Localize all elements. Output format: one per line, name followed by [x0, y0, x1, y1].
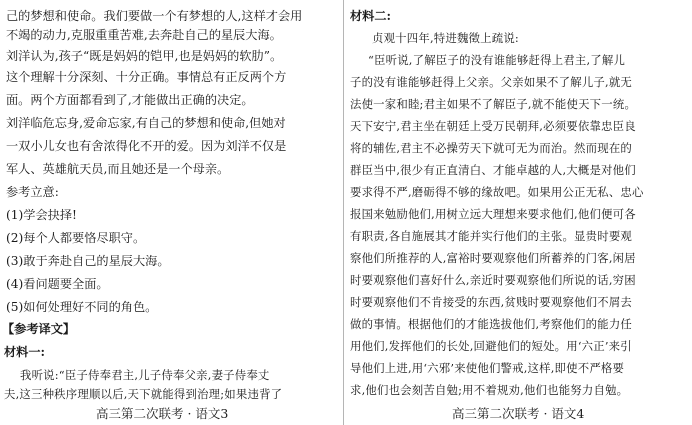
material-title: 材料一:	[4, 345, 46, 359]
text-line: 军人、英雄航天员,而且她还是一个母亲。	[6, 162, 230, 176]
text-line: 要求得不严,磨砺得不够的缘故吧。如果用公正无私、忠心	[350, 185, 644, 199]
text-line: 刘洋认为,孩子“既是妈妈的铠甲,也是妈妈的软肋”。	[6, 49, 283, 63]
list-item: (2)每个人都要恪尽职守。	[6, 231, 146, 245]
list-item: (1)学会抉择!	[6, 208, 77, 222]
text-line: “臣听说,了解臣子的没有谁能够赶得上君主,了解儿	[368, 53, 626, 67]
text-line: 法使一家和睦;君主如果不了解臣子,就不能使天下一统。	[350, 97, 637, 111]
text-line: 时要观察他们喜好什么,亲近时要观察他们所说的话,穷困	[350, 273, 636, 287]
text-line: 有职责,各自施展其才能并实行他们的主张。显贵时要观	[350, 229, 632, 243]
text-line: 夫,这三种秩序理顺以后,天下就能得到治理;如果违背了	[4, 387, 283, 401]
text-line: 贞观十四年,特进魏徵上疏说:	[372, 31, 519, 45]
text-line: 时要观察他们不肯接受的东西,贫贱时要观察他们不屑去	[350, 295, 632, 309]
section-title: 【参考译文】	[2, 322, 76, 336]
page-footer: 高三第二次联考 · 语文4	[452, 406, 585, 421]
text-line: 己的梦想和使命。我们要做一个有梦想的人,这样才会用	[6, 9, 303, 23]
text-line: 面。两个方面都看到了,才能做出正确的决定。	[6, 93, 254, 107]
text-line: 参考立意:	[6, 185, 59, 199]
text-line: 将的辅佐,君主不必操劳天下就可无为而治。然而现在的	[350, 141, 632, 155]
text-line: 导他们上进,用‘六邪’来使他们警戒,这样,即使不严格要	[350, 361, 625, 375]
page-footer: 高三第二次联考 · 语文3	[96, 406, 229, 421]
text-line: 子的没有谁能够赶得上父亲。父亲如果不了解儿子,就无	[350, 75, 632, 89]
text-line: 我听说:“臣子侍奉君主,儿子侍奉父亲,妻子侍奉丈	[20, 368, 270, 382]
text-line: 报国来勉励他们,用树立远大理想来要求他们,他们便可各	[350, 207, 636, 221]
text-line: 求,他们也会刻苦自勉;用不着规劝,他们也能努力自勉。	[350, 383, 629, 397]
text-line: 一双小儿女也有舍浓得化不开的爱。因为刘洋不仅是	[6, 139, 287, 153]
list-item: (4)看问题要全面。	[6, 277, 109, 291]
text-line: 这个理解十分深刻、十分正确。事情总有正反两个方	[6, 70, 287, 84]
text-line: 不竭的动力,克服重重苦难,去奔赴自己的星辰大海。	[6, 28, 282, 42]
text-line: 用他们,发挥他们的长处,回避他们的短处。用‘六正’来引	[350, 339, 632, 353]
text-line: 做的事情。根据他们的才能选拔他们,考察他们的能力任	[350, 317, 632, 331]
text-line: 察他们所推荐的人,富裕时要观察他们所蓄养的门客,闲居	[350, 251, 636, 265]
page-divider	[343, 0, 344, 425]
list-item: (5)如何处理好不同的角色。	[6, 300, 158, 314]
list-item: (3)敢于奔赴自己的星辰大海。	[6, 254, 170, 268]
text-line: 刘洋临危忘身,爱命忘家,有自己的梦想和使命,但她对	[6, 116, 286, 130]
material-title: 材料二:	[350, 9, 392, 23]
text-line: 群臣当中,很少有正直清白、才能卓越的人,大概是对他们	[350, 163, 636, 177]
text-line: 天下安宁,君主坐在朝廷上受万民朝拜,必须要依靠忠臣良	[350, 119, 636, 133]
